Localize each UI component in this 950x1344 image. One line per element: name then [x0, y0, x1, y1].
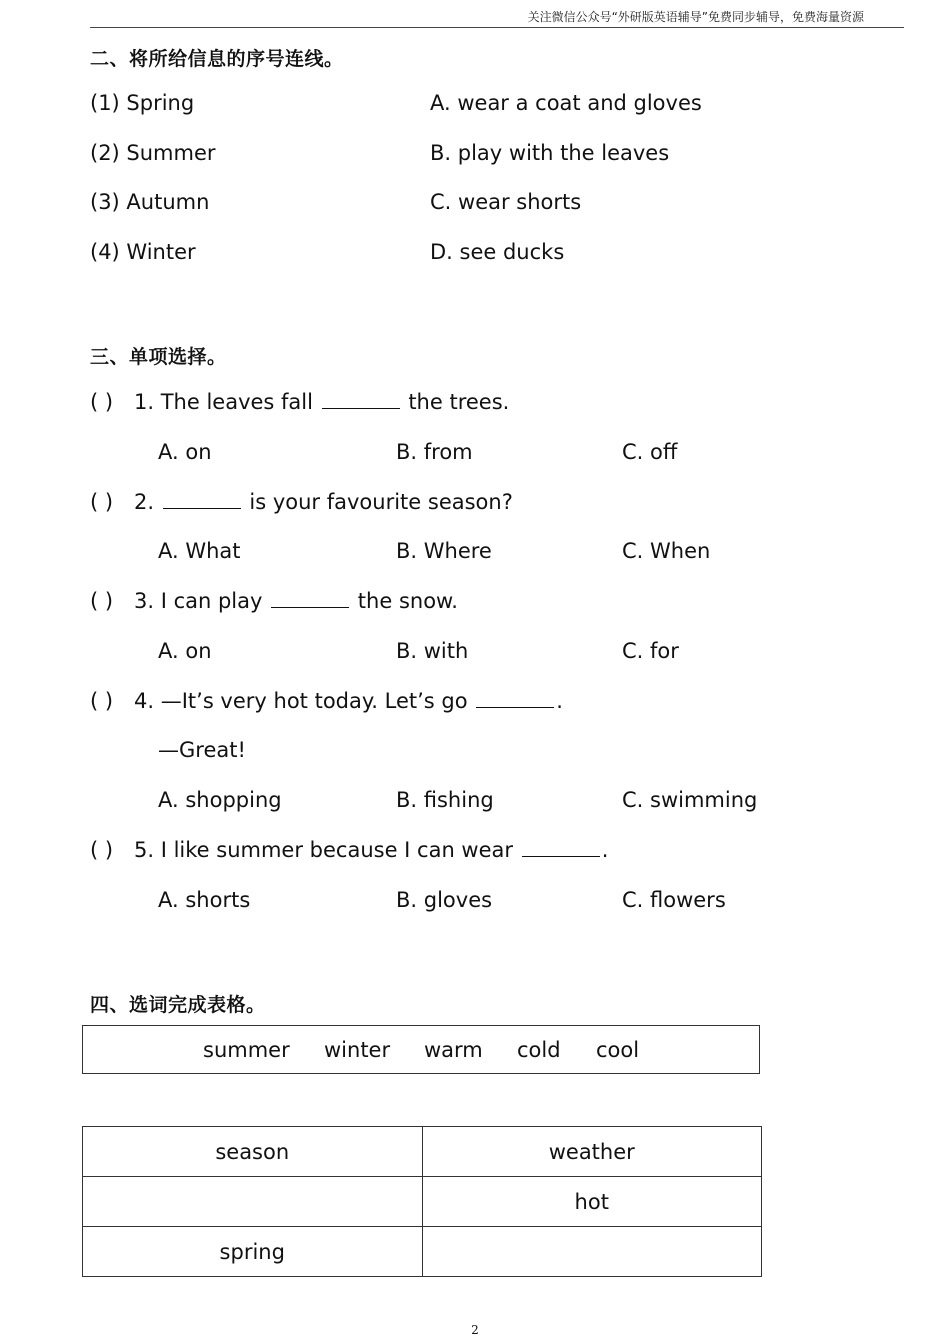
answer-paren[interactable]: ( )	[90, 390, 114, 414]
answer-blank	[163, 490, 241, 509]
answer-paren[interactable]: ( )	[90, 490, 114, 514]
table-cell: spring	[83, 1227, 423, 1277]
answer-paren[interactable]: ( )	[90, 589, 114, 613]
match-right-item: B. play with the leaves	[430, 141, 670, 165]
match-left-item: (1) Spring	[90, 91, 195, 115]
section-3-title: 三、单项选择。	[90, 346, 227, 368]
match-right-item: D. see ducks	[430, 240, 565, 264]
answer-paren[interactable]: ( )	[90, 838, 114, 862]
option-a: A. on	[158, 639, 212, 663]
option-a: A. shopping	[158, 788, 282, 812]
option-a: A. shorts	[158, 888, 251, 912]
question-2: ( ) 2. is your favourite season?	[90, 490, 513, 514]
option-c: C. off	[622, 440, 678, 464]
section-2-title: 二、将所给信息的序号连线。	[90, 48, 344, 70]
table-row	[83, 1227, 762, 1277]
word-bank-item: cool	[596, 1038, 640, 1062]
option-c: C. When	[622, 539, 711, 563]
word-bank-item: winter	[324, 1038, 391, 1062]
question-1: ( ) 1. The leaves fall the trees.	[90, 390, 510, 414]
answer-blank	[476, 689, 554, 708]
answer-blank	[271, 589, 349, 608]
answer-blank	[522, 838, 600, 857]
table-cell: hot	[422, 1177, 762, 1227]
header-note: 关注微信公众号“外研版英语辅导”免费同步辅导，免费海量资源	[527, 10, 864, 24]
option-b: B. from	[396, 440, 473, 464]
match-right-item: C. wear shorts	[430, 190, 582, 214]
season-weather-table	[82, 1126, 762, 1277]
match-left-item: (2) Summer	[90, 141, 216, 165]
option-c: C. swimming	[622, 788, 758, 812]
word-bank-item: cold	[517, 1038, 561, 1062]
table-header-row	[83, 1127, 762, 1177]
option-c: C. for	[622, 639, 679, 663]
match-left-item: (3) Autumn	[90, 190, 210, 214]
table-cell-blank[interactable]	[422, 1227, 762, 1277]
option-b: B. fishing	[396, 788, 494, 812]
question-5: ( ) 5. I like summer because I can wear .	[90, 838, 609, 862]
match-left-item: (4) Winter	[90, 240, 196, 264]
option-b: B. with	[396, 639, 469, 663]
answer-paren[interactable]: ( )	[90, 689, 114, 713]
match-right-item: A. wear a coat and gloves	[430, 91, 702, 115]
table-cell-blank[interactable]	[83, 1177, 423, 1227]
section-4-title: 四、选词完成表格。	[90, 994, 266, 1016]
option-c: C. flowers	[622, 888, 726, 912]
option-a: A. What	[158, 539, 241, 563]
word-bank-item: warm	[424, 1038, 483, 1062]
question-3: ( ) 3. I can play the snow.	[90, 589, 458, 613]
page-number: 2	[471, 1323, 479, 1337]
word-bank-item: summer	[203, 1038, 290, 1062]
option-b: B. Where	[396, 539, 492, 563]
header-rule	[90, 27, 904, 28]
table-header-cell: weather	[422, 1127, 762, 1177]
option-a: A. on	[158, 440, 212, 464]
option-b: B. gloves	[396, 888, 493, 912]
question-4-reply: —Great!	[158, 738, 246, 762]
question-4: ( ) 4. —It’s very hot today. Let’s go .	[90, 689, 563, 713]
table-row	[83, 1177, 762, 1227]
answer-blank	[322, 390, 400, 409]
word-bank	[82, 1025, 760, 1074]
table-header-cell: season	[83, 1127, 423, 1177]
